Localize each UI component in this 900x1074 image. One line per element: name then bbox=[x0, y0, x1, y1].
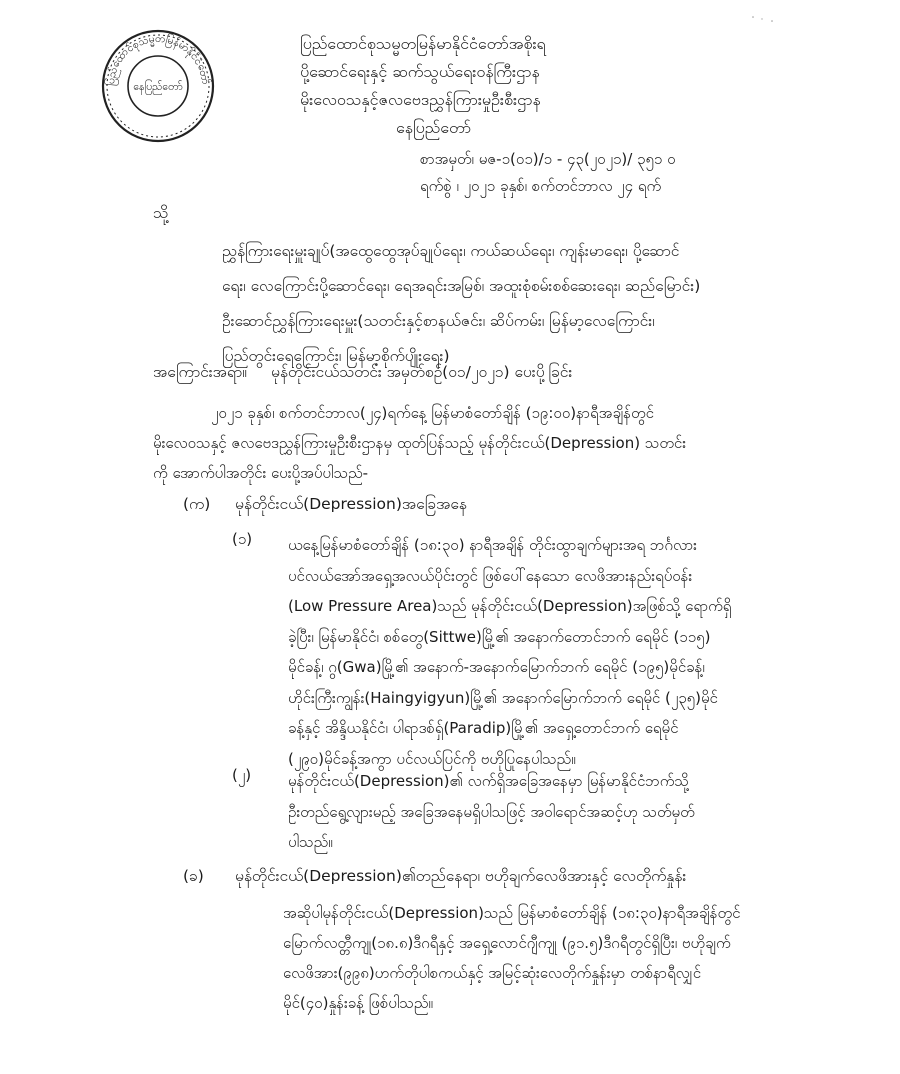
section-ka-heading bbox=[183, 494, 467, 517]
intro-line: ကို အောက်ပါအတိုင်း ပေးပို့အပ်ပါသည်- bbox=[153, 464, 368, 482]
item-1-line: မိုင်ခန့်၊ ဂွ(Gwa)မြို့၏ အနောက်-အနောက်မြောက်ဘက် ရေမိုင် (၁၉၅)မိုင်ခန့်၊ bbox=[288, 658, 705, 676]
section-kha-heading bbox=[183, 866, 686, 889]
position-paragraph bbox=[283, 898, 883, 1018]
item-1-line: (၂၉၀)မိုင်ခန့်အကွာ ပင်လယ်ပြင်ကို ဗဟိုပြုနေပါသည်။ bbox=[288, 749, 576, 768]
subject-label: အကြောင်းအရာ။ bbox=[153, 363, 247, 381]
reference-block bbox=[420, 146, 890, 200]
official-seal bbox=[100, 28, 216, 144]
item-1-line: (Low Pressure Area)သည် မုန်တိုင်းငယ်(Depression)အဖြစ်သို့ ရောက်ရှိ bbox=[288, 597, 732, 615]
position-line: မိုင်(၄၀)နှုန်းခန့် ဖြစ်ပါသည်။ bbox=[283, 994, 433, 1012]
addressed-to: သို့ bbox=[153, 203, 169, 222]
position-line: လေဖိအား(၉၉၈)ဟက်တိုပါစကယ်နှင့် အမြင့်ဆုံးလေတိုက်နှုန်းမှာ တစ်နာရီလျှင် bbox=[283, 964, 702, 982]
subject-text: မုန်တိုင်းငယ်သတင်း အမှတ်စဉ်(၀၁/၂၀၂၁) ပေးပို့ခြင်း bbox=[271, 363, 573, 381]
letterhead-government: ပြည်ထောင်စုသမ္မတမြန်မာနိုင်ငံတော်အစိုးရ bbox=[300, 34, 546, 53]
item-2 bbox=[232, 766, 882, 858]
recipients-list bbox=[222, 234, 872, 374]
item-1-line: ဟိုင်းကြီးကျွန်း(Haingyigyun)မြို့၏ အနောက်မြောက်ဘက် ရေမိုင် (၂၃၅)မိုင် bbox=[288, 688, 718, 707]
item-1 bbox=[232, 530, 882, 774]
item-1-line: ခန့်နှင့် အိန္ဒိယနိုင်ငံ၊ ပါရာဒစ်ရှ်(Paradip)မြို့၏ အရှေ့တောင်ဘက် ရေမိုင် bbox=[288, 719, 679, 737]
letterhead-city: နေပြည်တော် bbox=[396, 118, 472, 137]
letter-number: စာအမှတ်၊ မဇ-၁(၀၁)/၁ - ၄၃(၂၀၂၁)/ ၃၅၁ ၀ bbox=[420, 150, 676, 168]
letter-date: ရက်စွဲ ၊ ၂၀၂၁ ခုနှစ်၊ စက်တင်ဘာလ ၂၄ ရက် bbox=[420, 177, 662, 195]
item-1-line: ယနေ့မြန်မာစံတော်ချိန် (၁၈:၃၀) နာရီအချိန် တိုင်းထွာချက်များအရ ဘင်္ဂလား bbox=[288, 536, 697, 554]
intro-line: ၂၀၂၁ ခုနှစ်၊ စက်တင်ဘာလ(၂၄)ရက်နေ့ မြန်မာစံတော်ချိန် (၁၉:၀၀)နာရီအချိန်တွင် bbox=[211, 404, 654, 422]
section-kha-mark: (ခ) bbox=[183, 867, 204, 885]
recipient-line: ညွှန်ကြားရေးမှူးချုပ်(အထွေထွေအုပ်ချုပ်ရေး၊ ကယ်ဆယ်ရေး၊ ကျန်းမာရေး၊ ပို့ဆောင် bbox=[222, 242, 680, 260]
item-1-number: (၁) bbox=[232, 530, 253, 548]
recipient-line: ရေး၊ လေကြောင်းပို့ဆောင်ရေး၊ ရေအရင်းအမြစ်၊ အထူးစုံစမ်းစစ်ဆေးရေး၊ ဆည်မြောင်း) bbox=[222, 277, 701, 295]
letterhead bbox=[300, 30, 820, 142]
section-kha-title: မုန်တိုင်းငယ်(Depression)၏တည်နေရာ၊ ဗဟိုချက်လေဖိအားနှင့် လေတိုက်နှုန်း bbox=[235, 867, 687, 885]
intro-paragraph bbox=[153, 398, 873, 488]
seal-center-text: နေပြည်တော် bbox=[133, 81, 183, 93]
item-2-line: ဦးတည်ရွေ့လျားမည့် အခြေအနေမရှိပါသဖြင့် အဝါရောင်အဆင့်ဟု သတ်မှတ် bbox=[288, 802, 695, 821]
item-1-line: ပင်လယ်အော်အရှေ့အလယ်ပိုင်းတွင် ဖြစ်ပေါ်နေသော လေဖိအားနည်းရပ်ဝန်း bbox=[288, 566, 693, 585]
item-1-line: ခဲ့ပြီး၊ မြန်မာနိုင်ငံ၊ စစ်တွေ(Sittwe)မြို့၏ အနောက်တောင်ဘက် ရေမိုင် (၁၁၅) bbox=[288, 627, 711, 646]
recipient-line: ဦးဆောင်ညွှန်ကြားရေးမှူး(သတင်းနှင့်စာနယ်ဇင်း၊ ဆိပ်ကမ်း၊ မြန်မာ့လေကြောင်း၊ bbox=[222, 312, 655, 330]
subject-line bbox=[153, 362, 572, 385]
item-2-line: မုန်တိုင်းငယ်(Depression)၏ လက်ရှိအခြေအနေမှာ မြန်မာနိုင်ငံဘက်သို့ bbox=[288, 772, 689, 790]
svg-text:ပြည်ထောင်စုသမ္မတမြန်မာနိုင်ငံတ bbox=[103, 32, 213, 87]
position-line: မြောက်လတ္တီကျု(၁၈.၈)ဒီဂရီနှင့် အရှေ့လောင်ဂျီကျု (၉၁.၅)ဒီဂရီတွင်ရှိပြီး၊ ဗဟိုချက် bbox=[283, 934, 731, 952]
intro-line: မိုးလေဝသနှင့် ဇလဗေဒညွှန်ကြားမှုဦးစီးဌာနမှ ထုတ်ပြန်သည့် မုန်တိုင်းငယ်(Depression) သတင်း bbox=[153, 434, 687, 452]
letterhead-department: မိုးလေဝသနှင့်ဇလဗေဒညွှန်ကြားမှုဦးစီးဌာန bbox=[300, 90, 541, 109]
scan-specks bbox=[750, 14, 780, 24]
item-2-number: (၂) bbox=[232, 766, 252, 784]
item-2-line: ပါသည်။ bbox=[288, 833, 333, 851]
position-line: အဆိုပါမုန်တိုင်းငယ်(Depression)သည် မြန်မာစံတော်ချိန် (၁၈:၃၀)နာရီအချိန်တွင် bbox=[283, 904, 741, 922]
seal-outer-text: ပြည်ထောင်စုသမ္မတမြန်မာနိုင်ငံတော် bbox=[104, 32, 212, 87]
section-ka-mark: (က) bbox=[183, 495, 211, 513]
section-ka-title: မုန်တိုင်းငယ်(Depression)အခြေအနေ bbox=[235, 495, 467, 513]
letterhead-ministry: ပို့ဆောင်ရေးနှင့် ဆက်သွယ်ရေးဝန်ကြီးဌာန bbox=[300, 62, 540, 81]
recipient-line: ပြည်တွင်းရေကြောင်း၊ မြန်မာ့စိုက်ပျိုးရေး) bbox=[222, 347, 450, 365]
